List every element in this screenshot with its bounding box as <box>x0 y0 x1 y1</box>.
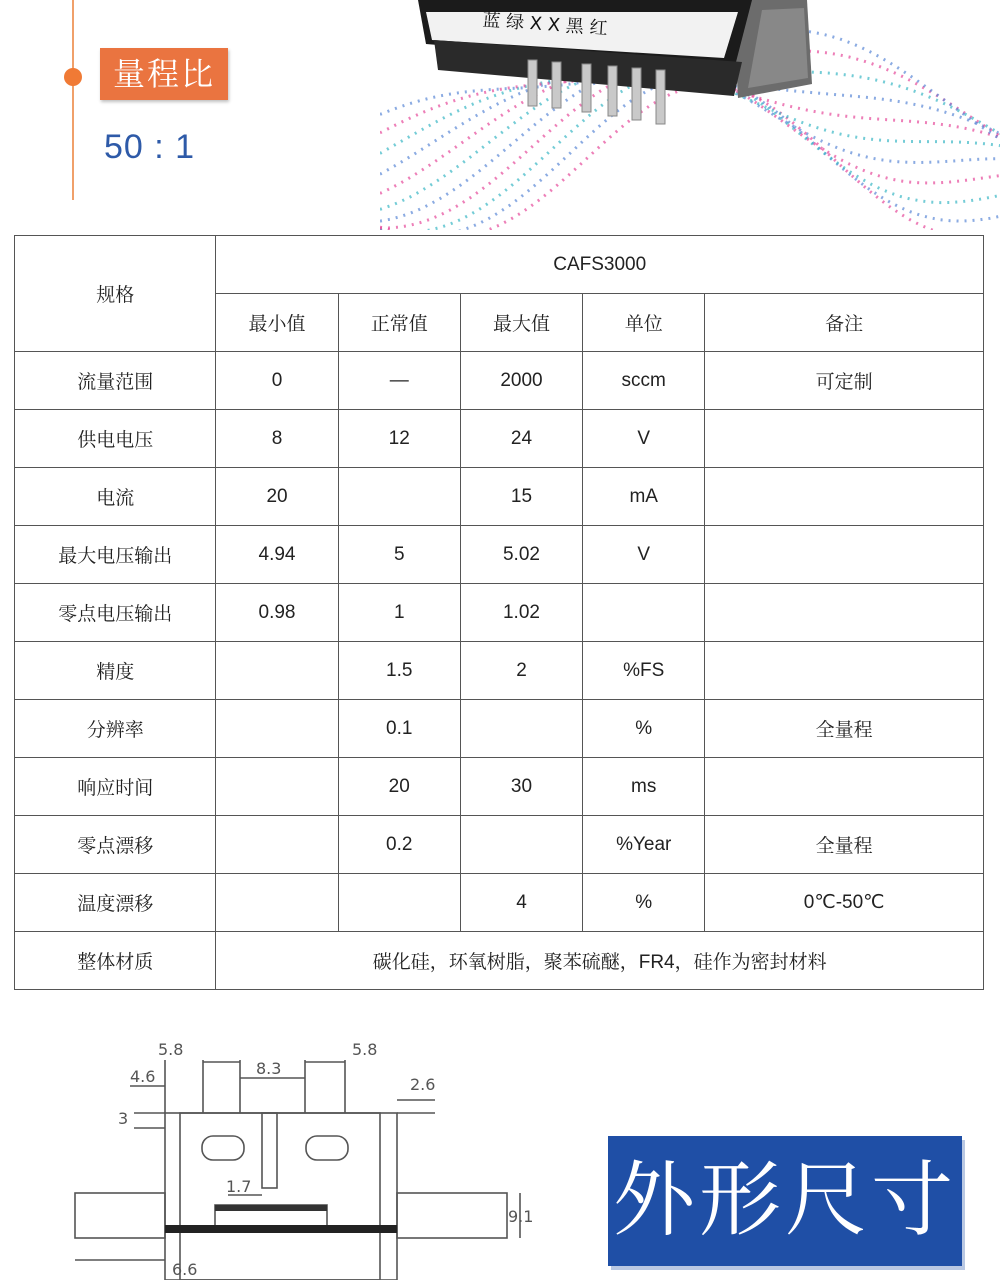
dim-label: 6.6 <box>172 1260 198 1279</box>
range-ratio-value: 50 : 1 <box>104 128 196 166</box>
cell-max: 5.02 <box>460 526 582 584</box>
cell-note <box>705 526 984 584</box>
dim-label: 3 <box>118 1109 129 1128</box>
cell-typ <box>338 468 460 526</box>
timeline-dot <box>64 68 82 86</box>
cell-typ: 0.2 <box>338 816 460 874</box>
row-label: 零点电压输出 <box>15 584 216 642</box>
table-row <box>15 410 984 468</box>
cell-unit: % <box>583 700 705 758</box>
timeline-line <box>72 0 74 200</box>
row-label: 温度漂移 <box>15 874 216 932</box>
material-label: 整体材质 <box>15 932 216 990</box>
table-row <box>15 526 984 584</box>
cell-max: 30 <box>460 758 582 816</box>
cell-note <box>705 410 984 468</box>
table-row <box>15 642 984 700</box>
dim-label: 4.6 <box>130 1067 156 1086</box>
cell-min: 4.94 <box>216 526 338 584</box>
top-banner <box>0 0 1000 230</box>
cell-note <box>705 642 984 700</box>
table-header-row <box>15 236 984 294</box>
dim-label: 5.8 <box>158 1040 184 1059</box>
row-label: 分辨率 <box>15 700 216 758</box>
cell-unit: V <box>583 526 705 584</box>
column-header: 单位 <box>583 294 705 352</box>
row-label: 供电电压 <box>15 410 216 468</box>
cell-max <box>460 700 582 758</box>
material-value: 碳化硅，环氧树脂，聚苯硫醚，FR4，硅作为密封材料 <box>216 932 984 990</box>
cell-max <box>460 816 582 874</box>
column-header: 最大值 <box>460 294 582 352</box>
dim-label: 5.8 <box>352 1040 378 1059</box>
cell-min <box>216 874 338 932</box>
cell-max: 1.02 <box>460 584 582 642</box>
row-label: 响应时间 <box>15 758 216 816</box>
cell-unit <box>583 584 705 642</box>
column-header: 正常值 <box>338 294 460 352</box>
dimension-title: 外形尺寸 <box>608 1136 962 1266</box>
cell-unit: V <box>583 410 705 468</box>
table-row <box>15 700 984 758</box>
cell-max: 15 <box>460 468 582 526</box>
sensor-label-text: 蓝 绿 X X 黑 红 <box>481 9 609 40</box>
spec-table-body <box>15 236 984 990</box>
cell-min: 20 <box>216 468 338 526</box>
cell-note <box>705 758 984 816</box>
cell-note: 可定制 <box>705 352 984 410</box>
cell-unit: %Year <box>583 816 705 874</box>
cell-note <box>705 468 984 526</box>
dim-label: 8.3 <box>256 1059 282 1078</box>
cell-min <box>216 758 338 816</box>
cell-note: 全量程 <box>705 700 984 758</box>
cell-typ: 20 <box>338 758 460 816</box>
row-label: 最大电压输出 <box>15 526 216 584</box>
cell-min <box>216 642 338 700</box>
cell-typ: 1.5 <box>338 642 460 700</box>
dim-label: 2.6 <box>410 1075 436 1094</box>
range-ratio-label: 量程比 <box>100 48 228 100</box>
cell-note: 0℃-50℃ <box>705 874 984 932</box>
column-header: 备注 <box>705 294 984 352</box>
row-label: 精度 <box>15 642 216 700</box>
cell-unit: % <box>583 874 705 932</box>
cell-typ: 0.1 <box>338 700 460 758</box>
spec-header-cell: 规格 <box>15 236 216 352</box>
cell-typ <box>338 874 460 932</box>
table-row <box>15 874 984 932</box>
dim-label: 9.1 <box>508 1207 534 1226</box>
spec-table <box>14 235 984 990</box>
row-label: 电流 <box>15 468 216 526</box>
cell-typ: 5 <box>338 526 460 584</box>
cell-max: 2000 <box>460 352 582 410</box>
cell-min <box>216 700 338 758</box>
cell-min <box>216 816 338 874</box>
cell-max: 24 <box>460 410 582 468</box>
cell-unit: %FS <box>583 642 705 700</box>
row-label: 零点漂移 <box>15 816 216 874</box>
table-row <box>15 816 984 874</box>
cell-min: 0.98 <box>216 584 338 642</box>
dimension-drawing <box>0 1000 600 1280</box>
material-row <box>15 932 984 990</box>
cell-max: 2 <box>460 642 582 700</box>
dim-label: 1.7 <box>226 1177 252 1196</box>
table-row <box>15 584 984 642</box>
cell-min: 0 <box>216 352 338 410</box>
cell-note <box>705 584 984 642</box>
cell-unit: ms <box>583 758 705 816</box>
cell-min: 8 <box>216 410 338 468</box>
model-header-cell: CAFS3000 <box>216 236 984 294</box>
cell-typ: 1 <box>338 584 460 642</box>
cell-typ: — <box>338 352 460 410</box>
row-label: 流量范围 <box>15 352 216 410</box>
cell-note: 全量程 <box>705 816 984 874</box>
column-header: 最小值 <box>216 294 338 352</box>
cell-typ: 12 <box>338 410 460 468</box>
table-row <box>15 758 984 816</box>
cell-max: 4 <box>460 874 582 932</box>
sensor-product-image <box>412 0 812 140</box>
cell-unit: mA <box>583 468 705 526</box>
table-row <box>15 352 984 410</box>
table-row <box>15 468 984 526</box>
cell-unit: sccm <box>583 352 705 410</box>
